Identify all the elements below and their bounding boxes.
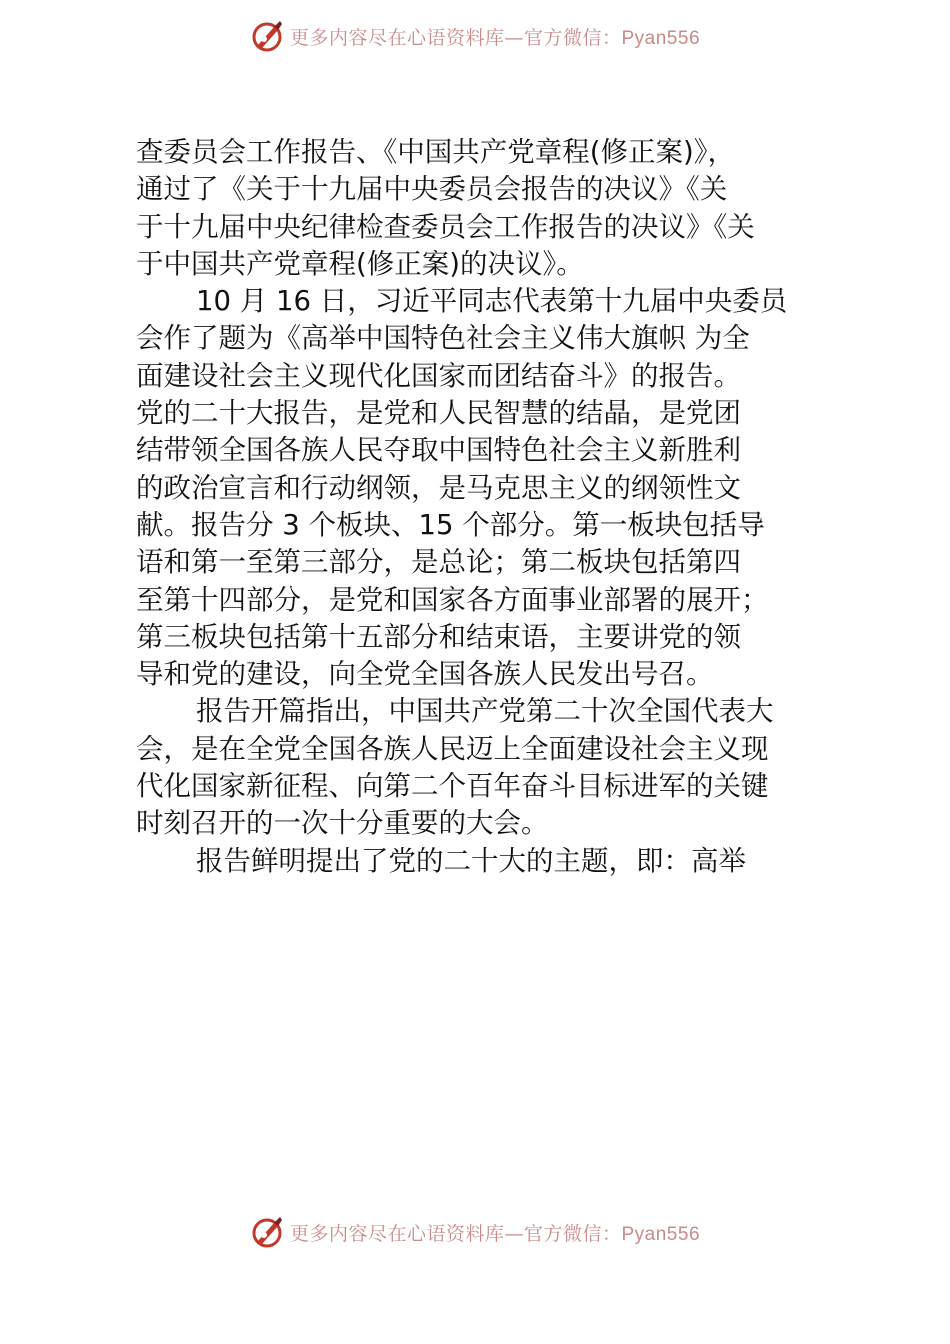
body-line: 通过了《关于十九届中央委员会报告的决议》《关	[136, 173, 728, 206]
document-body	[136, 134, 836, 880]
body-line: 会作了题为《高举中国特色社会主义伟大旗帜 为全	[136, 322, 750, 355]
pen-logo-icon	[250, 1215, 284, 1249]
header-banner	[0, 16, 950, 56]
body-line: 10 月 16 日，习近平同志代表第十九届中央委员	[196, 285, 788, 318]
body-line: 第三板块包括第十五部分和结束语，主要讲党的领	[136, 620, 741, 653]
body-line: 结带领全国各族人民夺取中国特色社会主义新胜利	[136, 434, 741, 467]
footer-wechat-id: Pyan556	[621, 1223, 701, 1245]
body-line: 导和党的建设，向全党全国各族人民发出号召。	[136, 658, 714, 691]
body-line: 于十九届中央纪律检查委员会工作报告的决议》《关	[136, 210, 755, 243]
footer-banner-text	[290, 1219, 700, 1246]
body-line: 的政治宣言和行动纲领，是马克思主义的纲领性文	[136, 471, 741, 504]
header-banner-text	[290, 23, 700, 50]
body-line: 代化国家新征程、向第二个百年奋斗目标进军的关键	[136, 770, 769, 803]
body-line: 时刻召开的一次十分重要的大会。	[136, 807, 549, 840]
body-line: 至第十四部分，是党和国家各方面事业部署的展开；	[136, 583, 769, 616]
pen-logo-icon	[250, 19, 284, 53]
body-line: 面建设社会主义现代化国家而团结奋斗》的报告。	[136, 359, 741, 392]
footer-banner-label: 更多内容尽在心语资料库—官方微信：	[289, 1222, 622, 1245]
body-line: 于中国共产党章程(修正案)的决议》。	[136, 247, 584, 280]
body-line: 语和第一至第三部分，是总论；第二板块包括第四	[136, 546, 741, 579]
footer-banner	[0, 1212, 950, 1252]
body-line: 报告开篇指出，中国共产党第二十次全国代表大	[196, 695, 774, 728]
header-banner-label: 更多内容尽在心语资料库—官方微信：	[289, 26, 622, 49]
body-line: 报告鲜明提出了党的二十大的主题，即：高举	[196, 844, 746, 877]
body-line: 献。报告分 3 个板块、15 个部分。第一板块包括导	[136, 508, 765, 541]
body-line: 查委员会工作报告、《中国共产党章程(修正案)》，	[136, 136, 735, 168]
body-line: 党的二十大报告，是党和人民智慧的结晶，是党团	[136, 397, 741, 430]
body-line: 会，是在全党全国各族人民迈上全面建设社会主义现	[136, 732, 769, 765]
header-wechat-id: Pyan556	[621, 27, 701, 49]
